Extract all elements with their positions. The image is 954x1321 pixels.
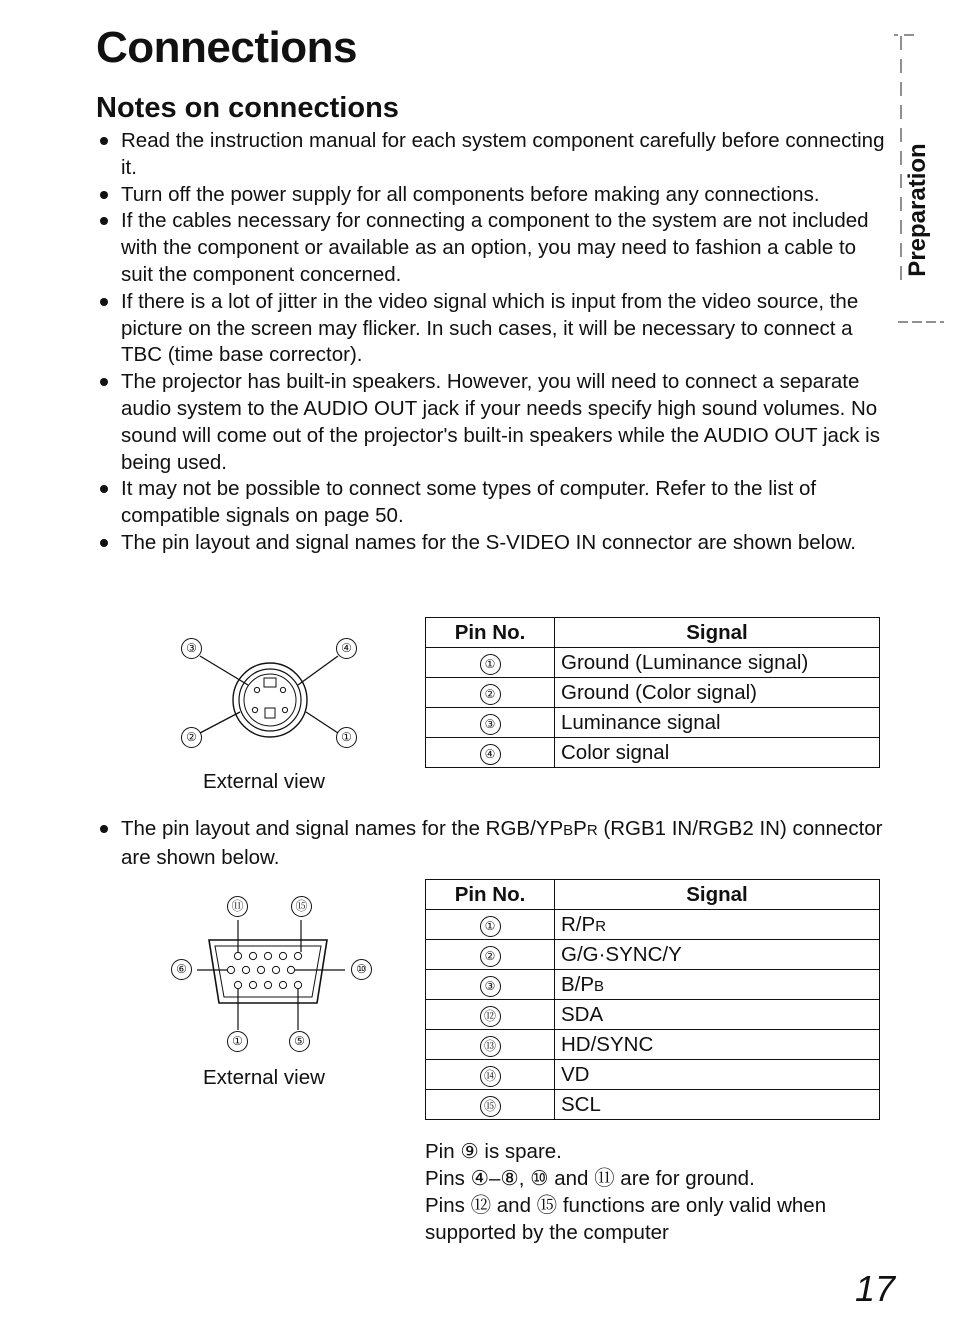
table-row [426, 708, 880, 738]
signal-name: G/G·SYNC/Y [555, 940, 880, 970]
table-row [426, 648, 880, 678]
table-row [426, 1090, 880, 1120]
list-item: The pin layout and signal names for the RGB/YPBPR (RGB1 IN/RGB2 IN) connector are shown below. [98, 816, 888, 872]
table-row [426, 970, 880, 1000]
pin-label: ⑪ [227, 896, 248, 917]
list-item: The pin layout and signal names for the S-VIDEO IN connector are shown below. [98, 530, 888, 557]
list-item: Turn off the power supply for all components before making any connections. [98, 182, 888, 209]
signal-name: HD/SYNC [555, 1030, 880, 1060]
pin-number: ② [480, 946, 501, 967]
list-item: Read the instruction manual for each system component carefully before connecting it. [98, 128, 888, 182]
signal-name: Color signal [555, 738, 880, 768]
signal-name: VD [555, 1060, 880, 1090]
pin-label: ⑮ [291, 896, 312, 917]
table-row [426, 738, 880, 768]
column-header-signal: Signal [555, 618, 880, 648]
signal-name: Ground (Color signal) [555, 678, 880, 708]
dsub15-connector-diagram [165, 890, 385, 1065]
list-item: If the cables necessary for connecting a component to the system are not included with the component or available as an option, you may need to fashion a cable to suit the component concerned. [98, 208, 888, 288]
svideo-caption: External view [203, 770, 325, 793]
pin-number: ⑮ [480, 1096, 501, 1117]
column-header-pin: Pin No. [426, 618, 555, 648]
note-line: Pins ④–⑧, ⑩ and ⑪ are for ground. [425, 1167, 755, 1190]
pin-notes [425, 1138, 895, 1246]
pin-number: ① [480, 654, 501, 675]
pin-number: ① [480, 916, 501, 937]
pin-number: ③ [480, 976, 501, 997]
table-header-row [426, 618, 880, 648]
table-row [426, 678, 880, 708]
signal-name: B/PB [555, 970, 880, 1000]
pin-label: ⑤ [289, 1031, 310, 1052]
column-header-signal: Signal [555, 880, 880, 910]
list-item: It may not be possible to connect some types of computer. Refer to the list of compatible signals on page 50. [98, 476, 888, 530]
rgb-intro [98, 816, 888, 872]
list-item: If there is a lot of jitter in the video signal which is input from the video source, the picture on the screen may flicker. In such cases, it will be necessary to connect a TBC (time base corrector). [98, 289, 888, 369]
page-title: Connections [96, 23, 357, 72]
pin-label: ④ [336, 638, 357, 659]
rgb-pin-table [425, 879, 880, 1120]
pin-number: ③ [480, 714, 501, 735]
table-header-row [426, 880, 880, 910]
signal-name: R/PR [555, 910, 880, 940]
pin-number: ② [480, 684, 501, 705]
rgb-caption: External view [203, 1066, 325, 1089]
pin-number: ④ [480, 744, 501, 765]
column-header-pin: Pin No. [426, 880, 555, 910]
table-row [426, 910, 880, 940]
signal-name: SDA [555, 1000, 880, 1030]
signal-name: Luminance signal [555, 708, 880, 738]
pin-label: ⑥ [171, 959, 192, 980]
signal-name: SCL [555, 1090, 880, 1120]
table-row [426, 1060, 880, 1090]
pin-number: ⑬ [480, 1036, 501, 1057]
pin-label: ③ [181, 638, 202, 659]
table-row [426, 940, 880, 970]
section-heading: Notes on connections [96, 92, 399, 124]
svideo-connector-diagram [170, 630, 370, 760]
pin-label: ⑩ [351, 959, 372, 980]
table-row [426, 1030, 880, 1060]
table-row [426, 1000, 880, 1030]
pin-label: ① [227, 1031, 248, 1052]
signal-name: Ground (Luminance signal) [555, 648, 880, 678]
pin-label: ② [181, 727, 202, 748]
side-tab [892, 30, 944, 330]
list-item: The projector has built-in speakers. However, you will need to connect a separate audio system to the AUDIO OUT jack if your needs specify high sound volumes. No sound will come out of the projector's built-in speakers while the AUDIO OUT jack is being used. [98, 369, 888, 476]
side-tab-label: Preparation [904, 143, 931, 277]
page-number: 17 [855, 1268, 896, 1309]
svideo-pin-table [425, 617, 880, 768]
dsub15-connector-icon [165, 890, 385, 1065]
note-line: Pin ⑨ is spare. [425, 1140, 562, 1163]
pin-number: ⑫ [480, 1006, 501, 1027]
notes-list [98, 128, 888, 557]
pin-number: ⑭ [480, 1066, 501, 1087]
note-line: Pins ⑫ and ⑮ functions are only valid when supported by the computer [425, 1194, 827, 1244]
pin-label: ① [336, 727, 357, 748]
